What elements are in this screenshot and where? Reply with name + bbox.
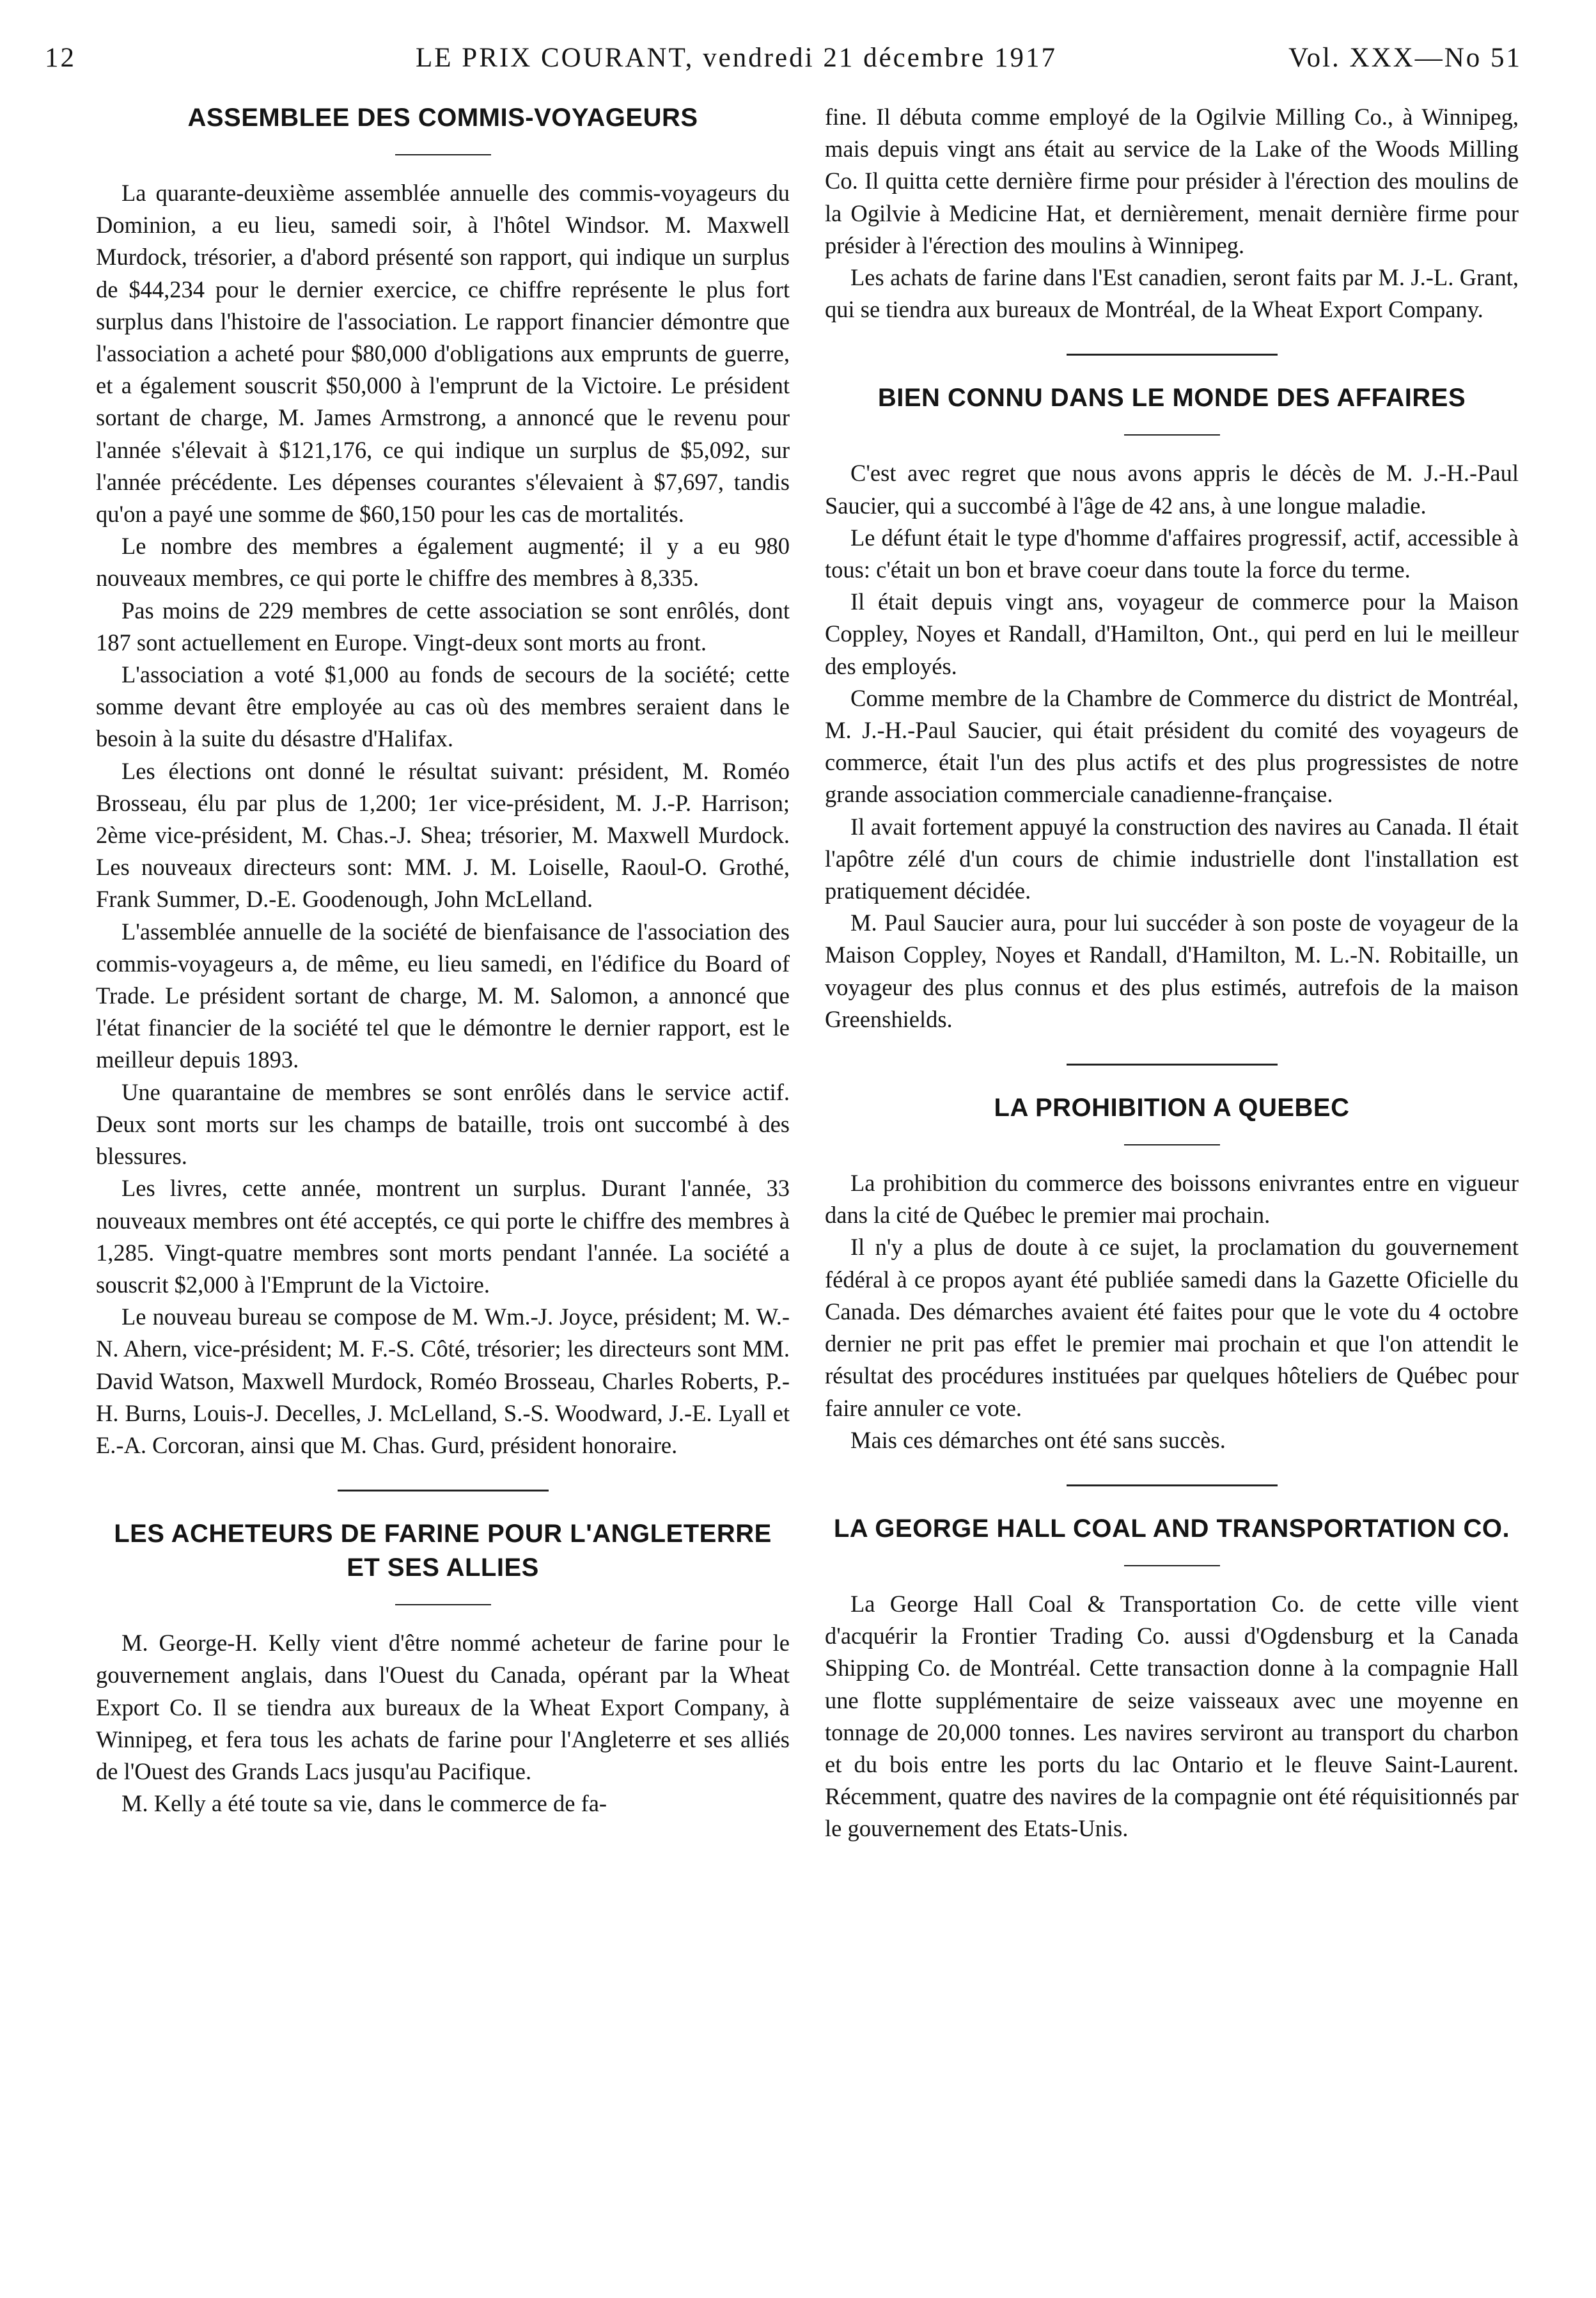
article-george-hall — [825, 1512, 1519, 1845]
paragraph: Les livres, cette année, montrent un surplus. Durant l'année, 33 nouveaux membres ont été acceptés, ce qui porte le chiffre des membres à 1,285. Vingt-quatre membres sont morts pendant l'année. La société a souscrit $2,000 à l'Emprunt de la Victoire. — [96, 1175, 790, 1298]
title-rule — [395, 154, 491, 155]
paragraph: La prohibition du commerce des boissons enivrantes entre en vigueur dans la cité de Québec le premier mai prochain. — [825, 1170, 1519, 1229]
paragraph: M. George-H. Kelly vient d'être nommé acheteur de farine pour le gouvernement anglais, dans l'Ouest du Canada, opérant par la Wheat Export Co. Il se tiendra aux bureaux de la Wheat Export Company, à Winnipeg, et fera tous les achats de farine pour l'Angleterre et ses alliés de l'Ouest des Grands Lacs jusqu'au Pacifique. — [96, 1630, 790, 1784]
paragraph: M. Paul Saucier aura, pour lui succéder à son poste de voyageur de la Maison Coppley, Noyes et Randall, d'Hamilton, M. L.-N. Robitaille, un voyageur des plus connus et des plus estimés, autrefois de la maison Greenshields. — [825, 909, 1519, 1032]
paragraph: Les élections ont donné le résultat suivant: président, M. Roméo Brosseau, élu par plus de 1,200; 1er vice-président, M. J.-P. Harrison; 2ème vice-président, M. Chas.-J. Shea; trésorier, M. Maxwell Murdock. Les nouveaux directeurs sont: MM. J. M. Loiselle, Raoul-O. Grothé, Frank Summer, D.-E. Goodenough, John McLelland. — [96, 757, 790, 913]
volume-number: Vol. XXX—No 51 — [1288, 43, 1522, 73]
paragraph: Comme membre de la Chambre de Commerce du district de Montréal, M. J.-H.-Paul Saucier, qui était président du comité des voyageurs de commerce, était l'un des plus actifs et des plus progressistes de notre grande association commerciale canadienne-française. — [825, 684, 1519, 808]
paragraph: M. Kelly a été toute sa vie, dans le commerce de fa- — [121, 1790, 607, 1817]
article-title: BIEN CONNU DANS LE MONDE DES AFFAIRES — [877, 384, 1466, 413]
paragraph: Le nombre des membres a également augmenté; il y a eu 980 nouveaux membres, ce qui porte le chiffre des membres à 8,335. — [96, 533, 790, 592]
paragraph: C'est avec regret que nous avons appris le décès de M. J.-H.-Paul Saucier, qui a succombé à l'âge de 42 ans, à une longue maladie. — [825, 460, 1519, 519]
article-separator — [1067, 1484, 1278, 1486]
paragraph: La George Hall Coal & Transportation Co. de cette ville vient d'acquérir la Frontier Trading Co. aussi d'Ogdensburg et la Canada Shipping Co. de Montréal. Cette transaction donne à la compagnie Hall une flotte supplémentaire de seize vaisseaux avec une moyenne en tonnage de 20,000 tonnes. Les navires serviront au transport du charbon et du bois entre les ports du lac Ontario et le fleuve Saint-Laurent. Récemment, quatre des navires de la compagnie ont été réquisitionnés par le gouvernement des Etats-Unis. — [825, 1590, 1519, 1842]
paragraph: Le défunt était le type d'homme d'affaires progressif, actif, accessible à tous: c'était un bon et brave coeur dans toute la force du terme. — [825, 524, 1519, 583]
article-title: LES ACHETEURS DE FARINE POUR L'ANGLETERRE ET SES ALLIES — [114, 1520, 772, 1582]
article-commis-voyageurs — [96, 101, 790, 1461]
left-column — [96, 101, 790, 1820]
paragraph: Une quarantaine de membres se sont enrôlés dans le service actif. Deux sont morts sur les champs de bataille, trois ont succombé à des blessures. — [96, 1078, 790, 1170]
paragraph: Mais ces démarches ont été sans succès. — [850, 1426, 1226, 1453]
publication-title: LE PRIX COURANT, vendredi 21 décembre 1917 — [416, 43, 1057, 73]
page-header — [45, 42, 1522, 87]
paragraph: L'association a voté $1,000 au fonds de secours de la société; cette somme devant être employée au cas où des membres seraient dans le besoin à la suite du désastre d'Halifax. — [96, 661, 790, 752]
article-bien-connu — [825, 381, 1519, 1035]
article-title: LA PROHIBITION A QUEBEC — [994, 1094, 1350, 1122]
paragraph: Les achats de farine dans l'Est canadien, seront faits par M. J.-L. Grant, qui se tiendra aux bureaux de Montréal, de la Wheat Export Company. — [825, 264, 1519, 323]
article-prohibition-quebec — [825, 1091, 1519, 1456]
article-separator — [1067, 354, 1278, 356]
page-number: 12 — [45, 43, 76, 73]
paragraph: Il n'y a plus de doute à ce sujet, la proclamation du gouvernement fédéral à ce propos ayant été publiée samedi dans la Gazette Oficielle du Canada. Des démarches avaient été faites pour que le vote du 4 octobre dernier ne prit pas effet le premier mai prochain et que l'on attendit le résultat des procédures instituées par quelques hôteliers de Québec pour faire annuler ce vote. — [825, 1234, 1519, 1421]
article-separator — [338, 1490, 549, 1491]
article-acheteurs-farine-continued — [825, 101, 1519, 326]
title-rule — [1124, 1144, 1220, 1145]
paragraph: La quarante-deuxième assemblée annuelle des commis-voyageurs du Dominion, a eu lieu, samedi soir, à l'hôtel Windsor. M. Maxwell Murdock, trésorier, a d'abord présenté son rapport, qui indique un surplus de $44,234 pour le dernier exercice, ce chiffre représente le plus fort surplus dans l'histoire de l'association. Le rapport financier démontre que l'association a acheté pour $80,000 d'obligations aux emprunts de guerre, et a également souscrit $50,000 à l'emprunt de la Victoire. Le président sortant de charge, M. James Armstrong, a annoncé que le revenu pour l'année s'élevait à $121,176, ce qui indique un surplus de $5,092, sur l'année précédente. Les dépenses courantes s'élevaient à $7,697, tandis qu'on a payé une somme de $60,150 pour les cas de mortalités. — [96, 180, 790, 528]
title-rule — [1124, 434, 1220, 436]
article-title: ASSEMBLEE DES COMMIS-VOYAGEURS — [187, 104, 698, 132]
article-title: LA GEORGE HALL COAL AND TRANSPORTATION CO. — [833, 1514, 1510, 1543]
paragraph: Pas moins de 229 membres de cette association se sont enrôlés, dont 187 sont actuellement en Europe. Vingt-deux sont morts au front. — [96, 597, 790, 656]
article-separator — [1067, 1064, 1278, 1066]
paragraph: Il avait fortement appuyé la construction des navires au Canada. Il était l'apôtre zélé d'un cours de chimie industrielle dont l'installation est pratiquement décidée. — [825, 813, 1519, 904]
title-rule — [395, 1604, 491, 1605]
paragraph: L'assemblée annuelle de la société de bienfaisance de l'association des commis-voyageurs a, de même, eu lieu samedi, en l'édifice du Board of Trade. Le président sortant de charge, M. M. Salomon, a annoncé que l'état financier de la société tel que le démontre le dernier rapport, est le meilleur depuis 1893. — [96, 918, 790, 1073]
paragraph: Le nouveau bureau se compose de M. Wm.-J. Joyce, président; M. W.-N. Ahern, vice-président; M. F.-S. Côté, trésorier; les directeurs sont MM. David Watson, Maxwell Murdock, Roméo Brosseau, Charles Roberts, P.-H. Burns, Louis-J. Decelles, J. McLelland, S.-S. Woodward, J.-E. Lyall et E.-A. Corcoran, ainsi que M. Chas. Gurd, président honoraire. — [96, 1303, 790, 1458]
title-rule — [1124, 1565, 1220, 1566]
paragraph: Il était depuis vingt ans, voyageur de commerce pour la Maison Coppley, Noyes et Randall, d'Hamilton, Ont., qui perd en lui le meilleur des employés. — [825, 588, 1519, 679]
article-acheteurs-farine — [96, 1517, 790, 1820]
paragraph: fine. Il débuta comme employé de la Ogilvie Milling Co., à Winnipeg, mais depuis vingt ans était au service de la Lake of the Woods Milling Co. Il quitta cette dernière firme pour présider à l'érection des moulins de la Ogilvie à Medicine Hat, et dernièrement, menait dernière firme pour présider à l'érection des moulins à Winnipeg. — [825, 104, 1519, 258]
right-column — [825, 101, 1519, 1845]
